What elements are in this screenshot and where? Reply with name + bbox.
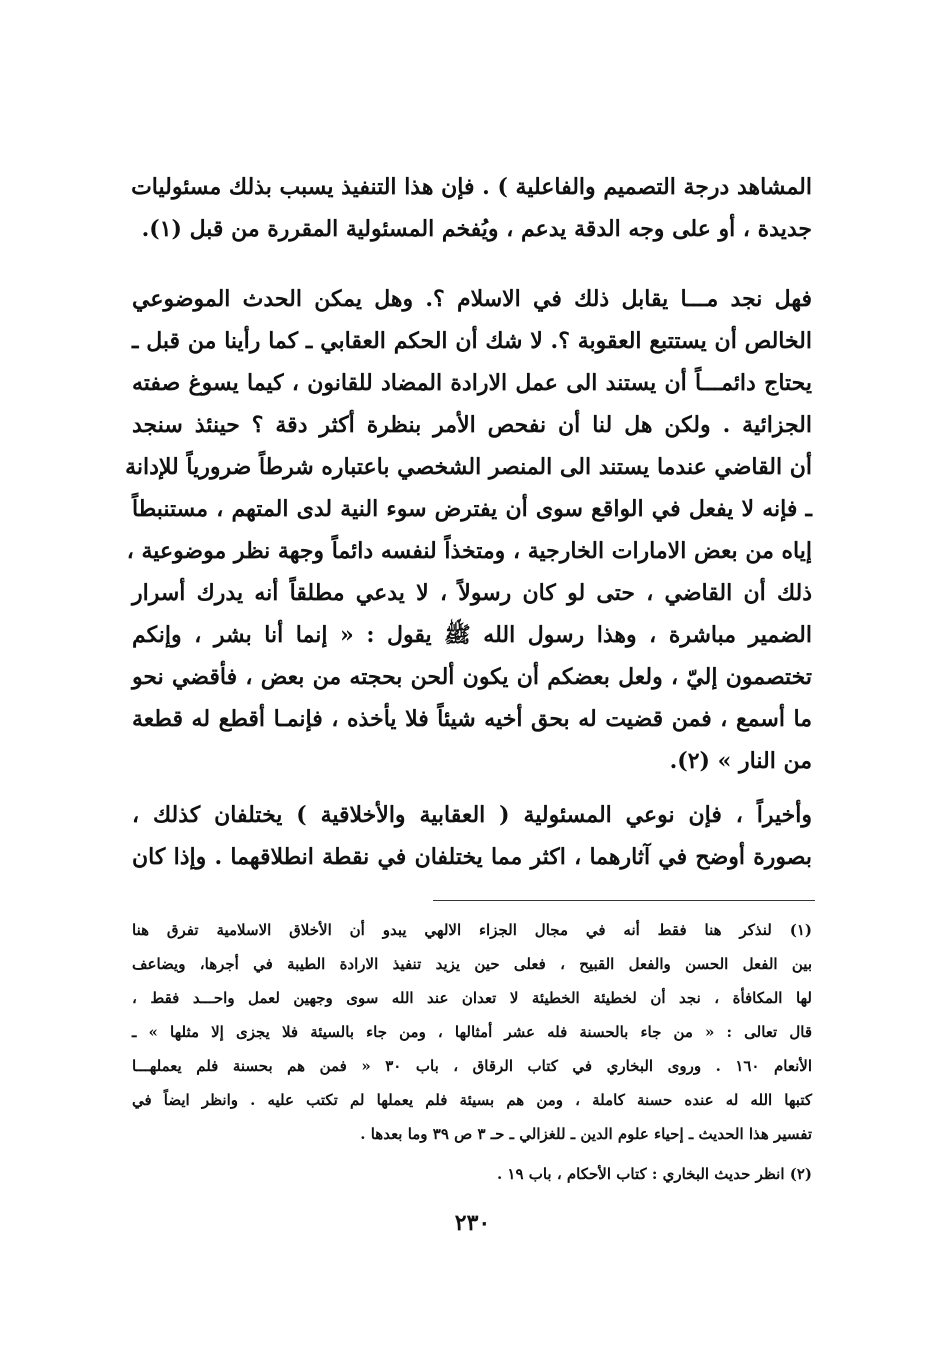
footnote-line: تفسير هذا الحديث ـ إحياء علوم الدين ـ للغزالي ـ حـ ٣ ص ٣٩ وما بعدها . (360, 1125, 812, 1143)
body-line: يحتاج دائمـــاً أن يستند الى عمل الارادة المضاد للقانون ، كيما يسوغ صفته (132, 370, 812, 396)
page-number: ٢٣٠ (454, 1210, 491, 1236)
footnote-line: (١) لنذكر هنا فقط أنه في مجال الجزاء الالهي يبدو أن الأخلاق الاسلامية تفرق هنا (132, 921, 812, 939)
body-line: بصورة أوضح في آثارهما ، اكثر مما يختلفان في نقطة انطلاقهما . وإذا كان (132, 844, 812, 870)
body-line: ذلك أن القاضي ، حتى لو كان رسولاً ، لا يدعي مطلقاً أنه يدرك أسرار (132, 580, 812, 606)
footnote-line: لها المكافأة ، نجد أن لخطيئة الخطيئة لا تعدان عند الله سوى وجهين لعمل واحـــد فقط ، (132, 989, 812, 1007)
body-line: الضمير مباشرة ، وهذا رسول الله ﷺ يقول : « إنما أنا بشر ، وإنكم (132, 622, 812, 648)
body-line: ما أسمع ، فمن قضيت له بحق أخيه شيئاً فلا يأخذه ، فإنمـا أقطع له قطعة (132, 706, 812, 732)
footnote-line: بين الفعل الحسن والفعل القبيح ، فعلى حين يزيد تنفيذ الارادة الطيبة في أجرها، ويضاعف (132, 955, 812, 973)
body-line: من النار » (٢). (669, 748, 812, 774)
body-line: إياه من بعض الامارات الخارجية ، ومتخذاً لنفسه دائماً وجهة نظر موضوعية ، (126, 538, 812, 564)
footnote-line: (٢) انظر حديث البخاري : كتاب الأحكام ، باب ١٩ . (496, 1165, 812, 1183)
body-line: ـ فإنه لا يفعل في الواقع سوى أن يفترض سوء النية لدى المتهم ، مستنبطاً (132, 496, 812, 522)
footnote-line: قال تعالى : « من جاء بالحسنة فله عشر أمثالها ، ومن جاء بالسيئة فلا يجزى إلا مثلها » ـ (132, 1023, 812, 1041)
body-line: وأخيراً ، فإن نوعي المسئولية ( العقابية والأخلاقية ) يختلفان كذلك ، (132, 802, 812, 828)
body-line: أن القاضي عندما يستند الى المنصر الشخصي باعتباره شرطاً ضرورياً للإدانة (125, 454, 812, 480)
body-line: الخالص أن يستتبع العقوبة ؟. لا شك أن الحكم العقابي ـ كما رأينا من قبل ـ (132, 328, 812, 354)
footnote-line: الأنعام ١٦٠ . وروى البخاري في كتاب الرقاق ، باب ٣٠ « فمن هم بحسنة فلم يعملهـــا (132, 1057, 812, 1075)
body-line: جديدة ، أو على وجه الدقة يدعم ، ويُفخم المسئولية المقررة من قبل (١). (141, 216, 812, 242)
footnote-line: كتبها الله له عنده حسنة كاملة ، ومن هم بسيئة فلم يعملها لم تكتب عليه . وانظر ايضاً في (132, 1091, 812, 1109)
body-line: فهل نجد مـــا يقابل ذلك في الاسلام ؟. وهل يمكن الحدث الموضوعي (132, 286, 812, 312)
body-line: تختصمون إليّ ، ولعل بعضكم أن يكون ألحن بحجته من بعض ، فأقضي نحو (132, 664, 812, 690)
footnote-separator (433, 900, 815, 901)
body-line: الجزائية . ولكن هل لنا أن نفحص الأمر بنظرة أكثر دقة ؟ حينئذ سنجد (132, 412, 812, 438)
body-line: المشاهد درجة التصميم والفاعلية ) . فإن هذا التنفيذ يسبب بذلك مسئوليات (131, 174, 812, 200)
